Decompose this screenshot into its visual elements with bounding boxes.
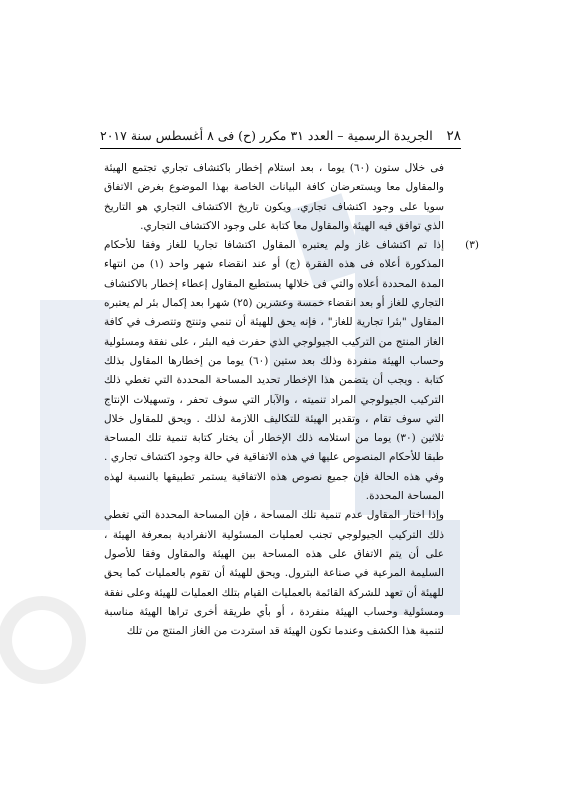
clause-3-number: (٣) (465, 239, 479, 252)
document-body (104, 159, 479, 641)
page-number: ٢٨ (446, 128, 461, 144)
clause-3-text: إذا تم اكتشاف غاز ولم يعتبره المقاول اكتشافا تجاريا للغاز وفقا للأحكام المذكورة أعلاه فى هذه الفقرة (ج) أو عند انقضاء شهر واحد (١) من انتهاء المدة المحددة أعلاه والتي فى خلالها يستطيع المقاول إعطاء إخطار بالاكتشاف التجاري للغاز أو بعد انقضاء خمسة وعشرين (٢٥) شهرا بعد إكمال بئر لم يعتبره المقاول "بئرا تجارية للغاز" ، فإنه يحق للهيئة أن تنمي وتنتج وتتصرف في كافة الغاز المنتج من التركيب الجيولوجي الذي حفرت فيه البئر ، على نفقة ومسئولية وحساب الهيئة منفردة وذلك بعد ستين (٦٠) يوما من إخطارها المقاول بذلك كتابة . ويجب أن يتضمن هذا الإخطار تحديد المساحة المحددة التي تغطي ذلك التركيب الجيولوجي المراد تنميته ، والآبار التي سوف تحفر ، وتسهيلات الإنتاج التي سوف تقام ، وتقدير الهيئة للتكاليف اللازمة لذلك . ويحق للمقاول خلال ثلاثين (٣٠) يوما من استلامه ذلك الإخطار أن يختار كتابة تنمية تلك المساحة طبقا للأحكام المنصوص عليها في هذه الاتفاقية في حالة وجود اكتشاف تجاري . وفي هذه الحالة فإن جميع نصوص هذه الاتفاقية يستمر تطبيقها بالنسبة لهذه المساحة المحددة. (104, 239, 444, 503)
header-divider (100, 148, 461, 149)
paragraph-3: وإذا اختار المقاول عدم تنمية تلك المساحة ، فإن المساحة المحددة التي تغطي ذلك التركيب الجيولوجي تجنب لعمليات المسئولية الانفرادية بمعرفة الهيئة ، على أن يتم الاتفاق على هذه المساحة بين الهيئة والمقاول وفقا للأصول السليمة المرعية في صناعة البترول. ويحق للهيئة أن تقوم بالعمليات كما يحق للهيئة أن تعهد للشركة القائمة بالعمليات القيام بتلك العمليات للهيئة وعلى نفقة ومسئولية وحساب الهيئة منفردة ، أو بأي طريقة أخرى تراها الهيئة مناسبة لتنمية هذا الكشف وعندما تكون الهيئة قد استردت من الغاز المنتج من تلك (104, 509, 444, 638)
paragraph-1: فى خلال ستون (٦٠) يوما ، بعد استلام إخطار باكتشاف تجاري تجتمع الهيئة والمقاول معا ويستعرضان كافة البيانات الخاصة بهذا الموضوع بغرض الاتفاق سويا على وجود اكتشاف تجاري. ويكون تاريخ الاكتشاف التجاري هو التاريخ الذي توافق فيه الهيئة والمقاول معا كتابة على وجود الاكتشاف التجاري. (104, 162, 444, 232)
gazette-title: الجريدة الرسمية – العدد ٣١ مكرر (ح) فى ٨ أغسطس سنة ٢٠١٧ (100, 128, 433, 143)
page-header (100, 128, 461, 144)
clause-3 (104, 236, 479, 506)
